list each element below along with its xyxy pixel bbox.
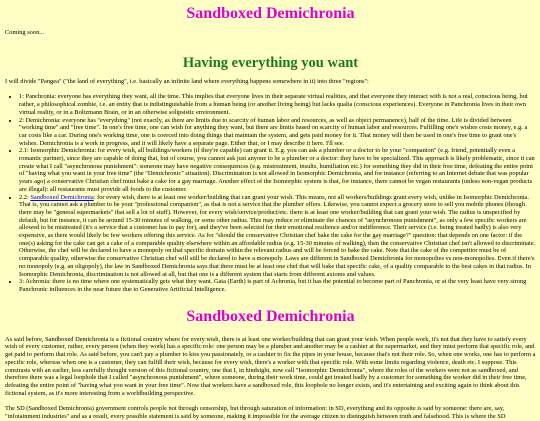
sandboxed-demichronia-link[interactable]: Sandboxed Demichronia <box>30 193 94 201</box>
page-title: Sandboxed Demichronia <box>186 5 355 22</box>
intro-paragraph: I will divide "Pangea" ("the land of everything", i.e. basically an infinite land where everything happens somewhere in it) into three "regions": <box>5 77 369 85</box>
list-item-text: 2.1: Isomorphic Demichronia: for every wish, all buildings/workers (if they're capable) can grant it. E.g. you can ask a plumber or a doctor to be your "companion" (e.g. friend, potentially even a romantic partner), since they are capable of doing that, but of course, you cannot ask just anyone to be a plumber or a doctor: they have to be specialized. This approach is likely problematic, since it can create what I call "asynchronous punishment": someone may have negative consequences (e.g. mistreatment, insults, humiliation etc.) for something they did in their free time, defeating the entire point of "having what you want in your free time" (the "Demichronic" situation). Discrimination is not allowed in Isomorphic Demichronia, and for instance (referring to an Internet debate that was popular years ago) a conservative Christian chef must bake a cake for a gay marriage. Another effect of the Isomorphic system is that, for instance, there cannot be vegan restaurants (unless non-vegan products are illegal): all restaurants must provide all foods to the customer. <box>19 147 535 193</box>
list-item-text: 2.2: <box>19 193 31 201</box>
regions-list <box>5 93 536 293</box>
list-item <box>19 278 536 293</box>
sandboxed-paragraph-2: The SD (Sandboxed Demichronia) government controls people not through censorship, but through saturation of information: in SD, everything and its opposite is said by someone: there are, say, "infotainment industries" and as a result, every possible statement is said by someone, making it impossible for the average citizen to distinguish between truth and falsehood. This is where the SD <box>5 405 506 421</box>
coming-soon-text: Coming soon... <box>5 29 45 36</box>
list-item-text: 1: Panchronia: everyone has everything they want, all the time. This implies that everyone lives in their separate virtual realities, and that everyone they interact with is not a real, conscious being, but rather, a philosophical zombie, i.e. an entity that is indistinguishable from a human being (or another living being) but lacks qualia (conscious experiences). Everyone in Panchronia lives in their own virtual reality, or in a Boltzmann Brain, or in an otherwise solipsistic environment. <box>19 93 528 116</box>
list-item-text: 2: Demichronia: everyone has "everything" (not exactly, as there are limits due to scarcity of human labor and resources, as well as object permanence), half of the time. Life is divided between "working time" and "free time". In one's free time, one can wish for anything they want, but there are limits based on scarcity of human labor and resources. Fulfilling one's wishes costs money, e.g. a car costs like a car. During one's working time, one is coerced into doing things that maintain the system, and gets paid money for it. That money will then be used in one's free time to grant one's wishes. Demichronia is a work in progress, and it will likely have a separate page. Either that, or I may describe it here. I'll see. <box>19 116 528 147</box>
list-item-text: 3: Achronia: there is no time where one systematically gets what they want. Gaia (Earth) is part of Achronia, but it has the potential to become part of Panchronia, or at the very least have very strong Panchronic influences in the near future due to Generative Artificial Intelligence. <box>19 278 527 293</box>
list-item-text: : for every wish, there is at least one worker/building that can grant your wish. This means, not all workers/buildings grant every wish, unlike in Isomorphic Demichronia. That is, you cannot ask a plumber to be your "professional companion", as that is not a service that the plumber offers. Likewise, you cannot expect a grocery store to sell you mobile phones (though there may be "general supermarkets" that sell a lot of stuff). However, for every wish/service/product/etc. there is at least one worker/building that can grant your wish. The radius is unspecified by default, but for instance, it can be around 15-30 minutes of walking, or some other radius. This may reduce or eliminate the chances of "asynchronous punishment", as only a few specific workers are allowed to be mistreated (it's a service that a customer has to pay for), and they've been selected for their emotional resilience and/or indifference. Their service (i.e. being treated badly) is also very expensive, as there would likely be few workers offering this service. As for "should the conservative Christian chef bake the cake for the gay marriage?" question: that depends on one factor: if the one(s) asking for the cake can get a cake of a comparable quality elsewhere within an affordable radius (e.g. 15-30 minutes of walking), then the conservative Christian chef isn't allowed to discriminate. Otherwise, the chef will be declared to have a monopoly on that specific domain within the relevant radius and will be forced to bake the cake. Note that the cake of the competitor must be of comparable quality, otherwise the conservative Christian chef will still be declared to have a monopoly. Laws are different in Sandboxed Demichronia for monopolies vs non-monopolies. Even if there's no monopoly (e.g. an oligopoly), the law in Sandboxed Demichronia says that there must be at least one chef that will bake that specific cake, of a quality comparable to the best cakes in that radius. In Isomorphic Demichronia, discrimination is not allowed at all, but that one is a different system that starts from different axioms and values. <box>19 193 536 278</box>
list-item <box>19 194 536 279</box>
section-title-sandboxed: Sandboxed Demichronia <box>186 307 355 325</box>
list-item <box>19 117 536 148</box>
section-heading-everything: Having everything you want <box>182 54 359 71</box>
sandboxed-paragraph-1: As said before, Sandboxed Demichronia is a fictional country where for every wish, there is at least one worker/building that can grant your wish. When people work, it's not that they have to satisfy every wish of every customer, rather, every person (when they work) has a specific role: one person may be a plumber and another may be a cashier at the supermarket, and they must perform that specific role, and get paid to perform that role. As said before, you can't pay a plumber to kiss you passionately, or a cashier to fix the pipes in your house, because that's not their role. So, when one works, one has to perform a specific role, whereas when one is a customer, they can fulfill their wish, because for every wish, there's a worker with that specific role. With some limits regarding violence, death etc. I suppose. This constrasts with an earlier, less carefully thought version of this fictional country, one that I, in hindsight, now call "Isomorphic Demichronia", where the roles of the workers were not as sandboxed, and therefore there was a legal loophole that I called "asynchronous punishment", where someone, during their work time, could get treated badly by a customer for something the worker did in their free time, defeating the entire point of "having what you want in your free time". Now that workers have a sandboxed role, this loophole no longer exists, and it's entertaining and exciting again to think about this fictional system, as it's more interesting from a worldbuilding perspective. <box>5 335 536 397</box>
list-item <box>19 147 536 193</box>
list-item <box>19 93 536 116</box>
